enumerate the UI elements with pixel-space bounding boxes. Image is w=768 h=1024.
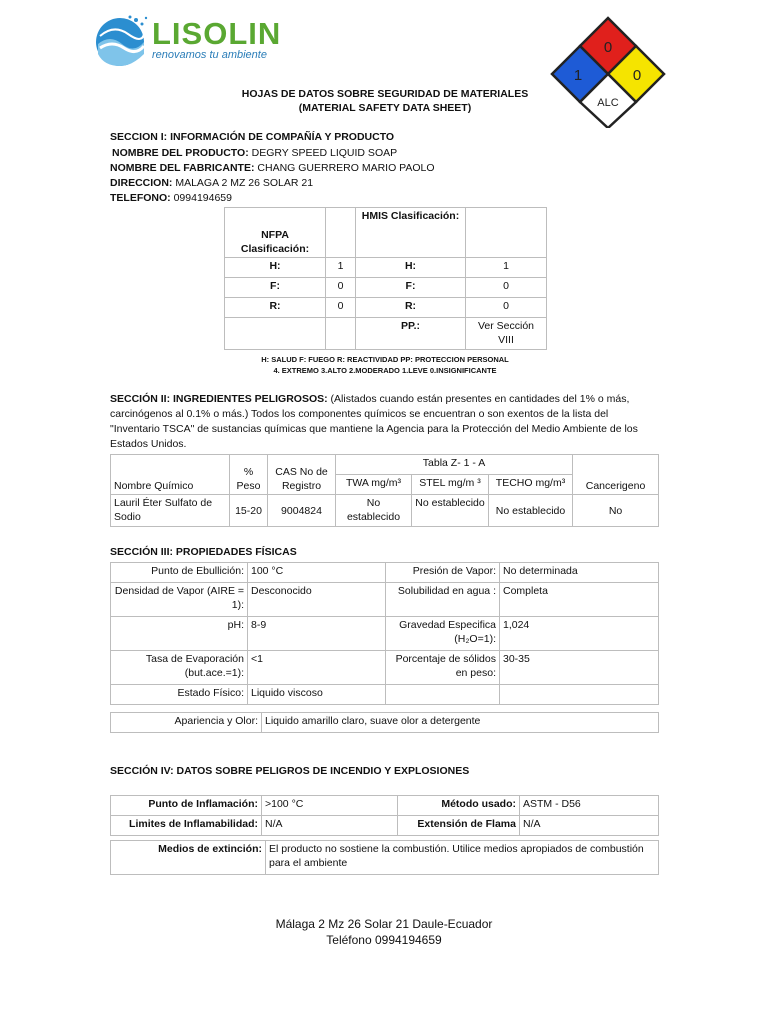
classification-table [224, 207, 547, 350]
section4-title: SECCIÓN IV: DATOS SOBRE PELIGROS DE INCENDIO Y EXPLOSIONES [110, 765, 470, 777]
section2-text: (Alistados cuando están presentes en cantidades del 1% o más, carcinógenos al 0.1% o más.) Todos los componentes químicos se encuentran o son exentos de la lista del "Inventario TSCA" de sustancias químicas que mantiene la Agencia para la Protección del Medio Ambiente de los Estados Unidos. [110, 393, 638, 450]
table-row: Punto de Ebullición: 100 °C Presión de Vapor: No determinada [111, 563, 659, 583]
phone-label: TELEFONO: [110, 192, 171, 204]
phone-value: 0994194659 [170, 192, 232, 204]
legend-line-2: 4. EXTREMO 3.ALTO 2.MODERADO 1.LEVE 0.INSIGNIFICANTE [273, 366, 497, 375]
row-cancer: No [573, 495, 659, 527]
title-line-2: (MATERIAL SAFETY DATA SHEET) [298, 102, 472, 114]
maker-line [110, 161, 435, 176]
table-row: R: 0 R: 0 [225, 298, 547, 318]
table-row: Densidad de Vapor (AIRE = 1): Desconocido Solubilidad en agua : Completa [111, 583, 659, 617]
maker-value: CHANG GUERRERO MARIO PAOLO [254, 162, 435, 174]
title-line-1: HOJAS DE DATOS SOBRE SEGURIDAD DE MATERIALES [241, 88, 529, 100]
footer-phone: Teléfono 0994194659 [326, 933, 442, 947]
table-row: F: 0 F: 0 [225, 278, 547, 298]
row-cas: 9004824 [268, 495, 336, 527]
address-label: DIRECCION: [110, 177, 173, 189]
diamond-special: ALC [597, 97, 619, 109]
diamond-health: 1 [573, 67, 583, 84]
table-row [111, 495, 659, 527]
diamond-reactivity: 0 [632, 67, 642, 84]
header-cas: CAS No de Registro [268, 455, 336, 495]
document-title [200, 87, 570, 115]
table-row: Estado Físico: Liquido viscoso [111, 685, 659, 705]
appearance-table [110, 712, 659, 733]
legend-line-1: H: SALUD F: FUEGO R: REACTIVIDAD PP: PROTECCION PERSONAL [261, 355, 509, 364]
table-row: Tasa de Evaporación (but.ace.=1): <1 Porcentaje de sólidos en peso: 30-35 [111, 651, 659, 685]
address-value: MALAGA 2 MZ 26 SOLAR 21 [172, 177, 314, 189]
page-footer [200, 916, 568, 948]
footer-address: Málaga 2 Mz 26 Solar 21 Daule-Ecuador [275, 917, 493, 931]
logo-wordmark: LISOLIN [152, 16, 282, 51]
product-line [112, 146, 397, 161]
header-twa: TWA mg/m³ [336, 475, 412, 495]
phone-line [110, 191, 232, 206]
table-row: H: 1 H: 1 [225, 258, 547, 278]
header-stel: STEL mg/m ³ [412, 475, 489, 495]
nfpa-header: NFPA Clasificación: [225, 208, 326, 258]
extinction-table [110, 840, 659, 875]
table-row: Punto de Inflamación: >100 °C Método usado: ASTM - D56 [111, 796, 659, 816]
row-techo: No establecido [489, 495, 573, 527]
section2-paragraph [110, 392, 660, 452]
hmis-header: HMIS Clasificación: [356, 208, 466, 258]
table-row: PP.: Ver Sección VIII [225, 318, 547, 350]
header-pct: % Peso [230, 455, 268, 495]
product-value: DEGRY SPEED LIQUID SOAP [248, 147, 398, 159]
table-row: Apariencia y Olor: Liquido amarillo claro, suave olor a detergente [111, 713, 659, 733]
section2-title: SECCIÓN II: INGREDIENTES PELIGROSOS: [110, 393, 328, 405]
row-name: Lauril Éter Sulfato de Sodio [111, 495, 230, 527]
section1-title: SECCION I: INFORMACIÓN DE COMPAÑÍA Y PRODUCTO [110, 131, 395, 143]
header-techo: TECHO mg/m³ [489, 475, 573, 495]
ingredients-table [110, 454, 659, 527]
header-cancer: Cancerigeno [573, 455, 659, 495]
physical-properties-table [110, 562, 659, 705]
table-row: pH: 8-9 Gravedad Especifica (H₂O=1): 1,024 [111, 617, 659, 651]
maker-label: NOMBRE DEL FABRICANTE: [110, 162, 255, 174]
section3-title: SECCIÓN III: PROPIEDADES FÍSICAS [110, 546, 297, 558]
product-label: NOMBRE DEL PRODUCTO: [112, 147, 249, 159]
header-group: Tabla Z- 1 - A [336, 455, 573, 475]
row-pct: 15-20 [230, 495, 268, 527]
fire-data-table [110, 795, 659, 836]
logo-tagline: renovamos tu ambiente [152, 49, 267, 61]
row-twa: No establecido [336, 495, 412, 527]
row-stel: No establecido [412, 495, 489, 527]
diamond-flammability: 0 [603, 39, 613, 56]
header-name: Nombre Químico [111, 455, 230, 495]
address-line [110, 176, 313, 191]
table-row: Limites de Inflamabilidad: N/A Extensión de Flama N/A [111, 816, 659, 836]
table-row: Medios de extinción: El producto no sostiene la combustión. Utilice medios apropiados de combustión para el ambiente [111, 841, 659, 875]
